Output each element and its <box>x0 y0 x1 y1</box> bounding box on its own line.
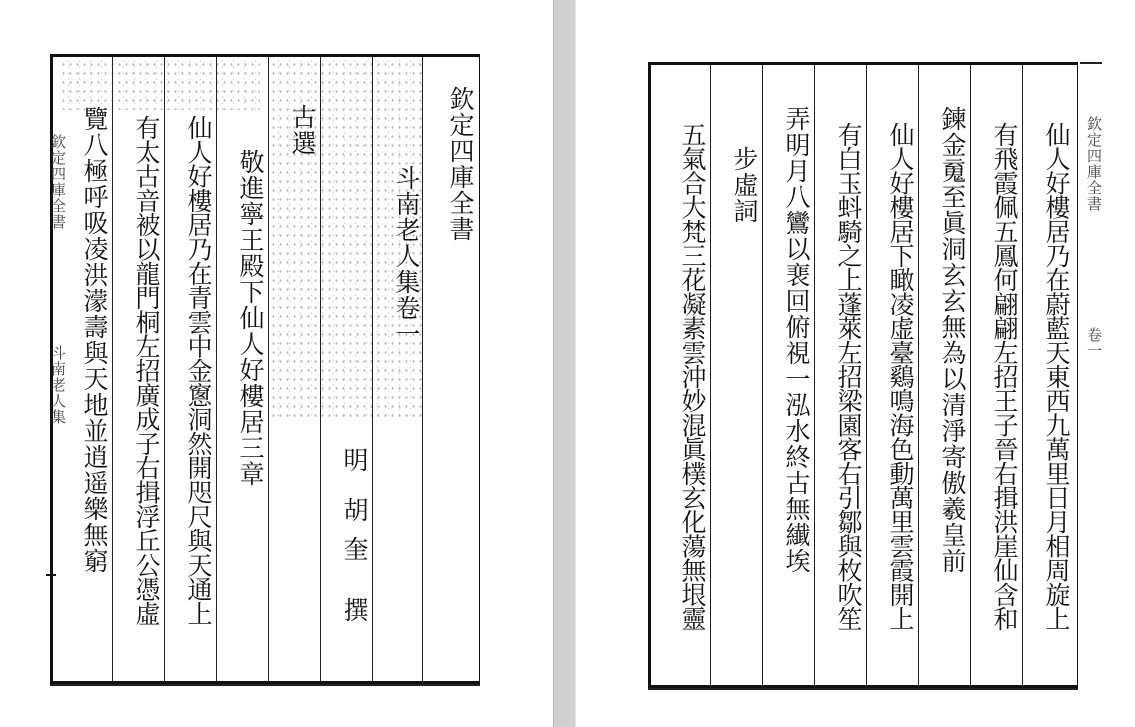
edge-title: 欽定四庫全書 <box>49 134 67 230</box>
poem-line: 仙人好樓居乃在蔚藍天東西九萬里日月相周旋上 <box>1042 121 1071 631</box>
author-name: 胡奎 <box>340 497 369 575</box>
subtitle: 步虛詞 <box>730 146 759 224</box>
right-page <box>576 0 1135 727</box>
left-page <box>0 0 553 727</box>
poem-line: 仙人好樓居下瞰凌虚臺鷄鳴海色動萬里雲霞開上 <box>886 121 915 631</box>
margin-note: 卷一 <box>1085 327 1103 359</box>
poem-line: 弄明月八鸞以裵回俯視一泓水終古無纎埃 <box>782 106 811 574</box>
header-title: 欽定四庫全書 <box>446 86 475 242</box>
poem-line: 有太古音被以龍門桐左招廣成子右揖浮丘公憑虛 <box>132 114 161 626</box>
edge-title: 欽定四庫全書 <box>1085 116 1103 212</box>
poem-line: 鍊金䰟至眞洞玄玄無為以清淨寄傲羲皇前 <box>938 106 967 574</box>
poem-line: 有飛霞佩五鳳何翩翩左招王子晉右揖洪崖仙含和 <box>990 121 1019 631</box>
poem-line: 五氣合大梵三花凝素雲沖妙混眞樸玄化蕩無垠靈 <box>678 121 707 631</box>
poem-title: 敬進寧王殿下仙人好樓居三章 <box>236 149 265 487</box>
poem-line: 覽八極呼吸凌洪濛壽與天地並逍遥樂無窮 <box>80 106 109 574</box>
poem-line: 有白玉蚪騎之上蓬萊左招梁園客右引鄒與枚吹笙 <box>834 121 863 631</box>
poem-line: 仙人好樓居乃在青雲中金窻洞然開咫尺與天通上 <box>184 114 213 626</box>
section-heading: 古選 <box>288 104 317 156</box>
page-gutter <box>553 0 576 727</box>
margin-note: 斗南老人集 <box>49 345 67 425</box>
dynasty-label: 明 <box>340 447 369 473</box>
author-action: 撰 <box>340 597 369 623</box>
book-title: 斗南老人集卷一 <box>392 165 421 347</box>
